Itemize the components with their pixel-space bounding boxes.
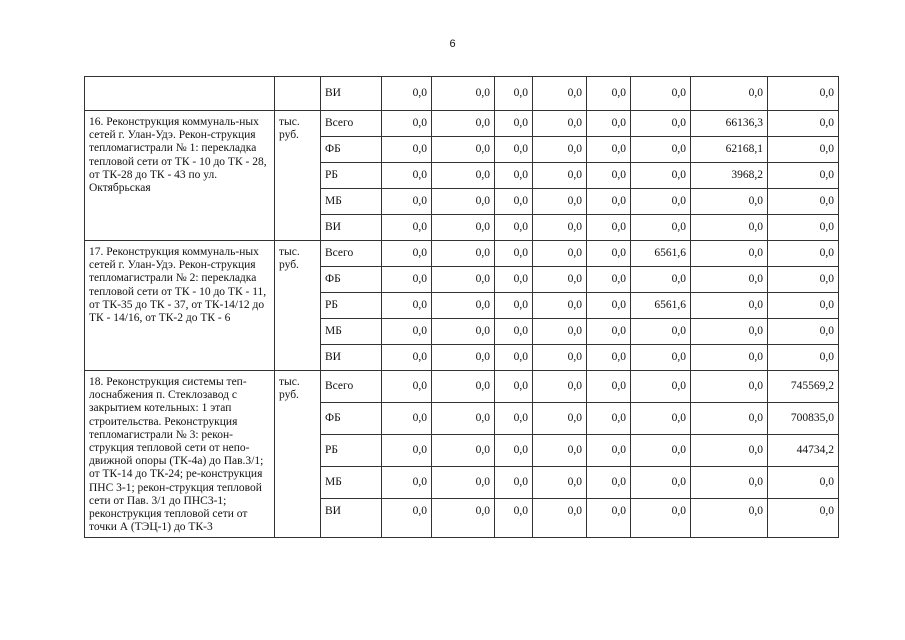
value-cell: 0,0 xyxy=(432,77,495,111)
value-cell: 0,0 xyxy=(533,403,587,435)
value-cell: 0,0 xyxy=(768,293,839,319)
value-cell: 0,0 xyxy=(382,267,432,293)
value-cell: 0,0 xyxy=(587,403,631,435)
value-cell: 0,0 xyxy=(382,77,432,111)
value-cell: 0,0 xyxy=(495,319,533,345)
value-cell: 0,0 xyxy=(432,371,495,403)
value-cell: 0,0 xyxy=(587,163,631,189)
value-cell: 0,0 xyxy=(495,499,533,538)
funding-source-cell: МБ xyxy=(321,467,382,499)
value-cell: 0,0 xyxy=(691,241,768,267)
value-cell: 700835,0 xyxy=(768,403,839,435)
value-cell: 0,0 xyxy=(691,345,768,371)
value-cell: 3968,2 xyxy=(691,163,768,189)
value-cell: 0,0 xyxy=(587,467,631,499)
value-cell: 0,0 xyxy=(533,111,587,137)
page-number: 6 xyxy=(449,38,456,50)
value-cell: 745569,2 xyxy=(768,371,839,403)
value-cell: 0,0 xyxy=(495,467,533,499)
value-cell: 0,0 xyxy=(432,163,495,189)
value-cell: 0,0 xyxy=(432,403,495,435)
value-cell: 0,0 xyxy=(587,267,631,293)
value-cell: 0,0 xyxy=(631,345,691,371)
value-cell: 0,0 xyxy=(691,371,768,403)
value-cell: 0,0 xyxy=(691,467,768,499)
value-cell: 66136,3 xyxy=(691,111,768,137)
funding-source-cell: ВИ xyxy=(321,345,382,371)
value-cell: 0,0 xyxy=(691,189,768,215)
funding-source-cell: ФБ xyxy=(321,403,382,435)
measure-name-cell: 16. Реконструкция коммуналь-ных сетей г. Улан-Удэ. Рекон-струкция тепломагистрали № 1: перекладка тепловой сети от ТК - 10 до ТК - 28, от ТК-28 до ТК - 43 по ул. Октябрьская xyxy=(85,111,275,241)
value-cell: 0,0 xyxy=(432,435,495,467)
value-cell: 0,0 xyxy=(587,215,631,241)
funding-source-cell: РБ xyxy=(321,293,382,319)
value-cell: 0,0 xyxy=(631,267,691,293)
value-cell: 0,0 xyxy=(587,137,631,163)
value-cell: 0,0 xyxy=(432,467,495,499)
value-cell: 0,0 xyxy=(382,163,432,189)
value-cell: 0,0 xyxy=(382,293,432,319)
value-cell: 0,0 xyxy=(631,137,691,163)
value-cell: 0,0 xyxy=(768,345,839,371)
value-cell: 0,0 xyxy=(533,499,587,538)
unit-cell xyxy=(275,77,321,111)
value-cell: 0,0 xyxy=(587,111,631,137)
value-cell: 0,0 xyxy=(533,267,587,293)
value-cell: 0,0 xyxy=(533,163,587,189)
value-cell: 0,0 xyxy=(495,345,533,371)
value-cell: 0,0 xyxy=(382,189,432,215)
unit-cell: тыс. руб. xyxy=(275,111,321,241)
value-cell: 0,0 xyxy=(432,111,495,137)
value-cell: 0,0 xyxy=(631,77,691,111)
value-cell: 0,0 xyxy=(691,403,768,435)
value-cell: 0,0 xyxy=(432,293,495,319)
value-cell: 0,0 xyxy=(587,189,631,215)
value-cell: 0,0 xyxy=(495,215,533,241)
value-cell: 0,0 xyxy=(587,371,631,403)
value-cell: 0,0 xyxy=(587,499,631,538)
value-cell: 0,0 xyxy=(533,215,587,241)
value-cell: 0,0 xyxy=(768,137,839,163)
value-cell: 62168,1 xyxy=(691,137,768,163)
funding-source-cell: РБ xyxy=(321,435,382,467)
value-cell: 0,0 xyxy=(533,189,587,215)
value-cell: 0,0 xyxy=(432,189,495,215)
value-cell: 0,0 xyxy=(495,241,533,267)
value-cell: 0,0 xyxy=(432,241,495,267)
value-cell: 0,0 xyxy=(768,467,839,499)
funding-source-cell: Всего xyxy=(321,111,382,137)
value-cell: 0,0 xyxy=(691,499,768,538)
value-cell: 0,0 xyxy=(382,499,432,538)
value-cell: 0,0 xyxy=(631,435,691,467)
value-cell: 0,0 xyxy=(495,189,533,215)
value-cell: 0,0 xyxy=(382,345,432,371)
value-cell: 0,0 xyxy=(768,189,839,215)
value-cell: 0,0 xyxy=(768,77,839,111)
value-cell: 0,0 xyxy=(691,435,768,467)
value-cell: 0,0 xyxy=(691,293,768,319)
value-cell: 0,0 xyxy=(495,77,533,111)
value-cell: 0,0 xyxy=(382,435,432,467)
value-cell: 0,0 xyxy=(533,319,587,345)
value-cell: 0,0 xyxy=(768,215,839,241)
value-cell: 0,0 xyxy=(432,215,495,241)
value-cell: 6561,6 xyxy=(631,293,691,319)
table-row xyxy=(85,371,839,403)
value-cell: 0,0 xyxy=(382,403,432,435)
funding-source-cell: ВИ xyxy=(321,215,382,241)
value-cell: 0,0 xyxy=(533,345,587,371)
value-cell: 0,0 xyxy=(691,77,768,111)
value-cell: 0,0 xyxy=(768,163,839,189)
value-cell: 0,0 xyxy=(631,499,691,538)
measure-name-cell xyxy=(85,77,275,111)
funding-source-cell: ВИ xyxy=(321,499,382,538)
value-cell: 44734,2 xyxy=(768,435,839,467)
value-cell: 0,0 xyxy=(533,435,587,467)
value-cell: 0,0 xyxy=(382,371,432,403)
funding-source-cell: ФБ xyxy=(321,137,382,163)
value-cell: 0,0 xyxy=(631,111,691,137)
value-cell: 0,0 xyxy=(382,241,432,267)
value-cell: 0,0 xyxy=(631,215,691,241)
value-cell: 0,0 xyxy=(432,137,495,163)
value-cell: 0,0 xyxy=(495,111,533,137)
funding-source-cell: Всего xyxy=(321,371,382,403)
value-cell: 0,0 xyxy=(631,403,691,435)
value-cell: 0,0 xyxy=(382,467,432,499)
value-cell: 0,0 xyxy=(533,371,587,403)
value-cell: 0,0 xyxy=(587,345,631,371)
measure-name-cell: 17. Реконструкция коммуналь-ных сетей г. Улан-Удэ. Рекон-струкция тепломагистрали № 2: перекладка тепловой сети от ТК - 10 до ТК - 11, от ТК-35 до ТК - 37, от ТК-14/12 до ТК - 14/16, от ТК-2 до ТК - 6 xyxy=(85,241,275,371)
value-cell: 0,0 xyxy=(382,215,432,241)
value-cell: 0,0 xyxy=(533,467,587,499)
funding-source-cell: РБ xyxy=(321,163,382,189)
value-cell: 6561,6 xyxy=(631,241,691,267)
value-cell: 0,0 xyxy=(691,215,768,241)
value-cell: 0,0 xyxy=(587,77,631,111)
value-cell: 0,0 xyxy=(533,77,587,111)
value-cell: 0,0 xyxy=(495,267,533,293)
value-cell: 0,0 xyxy=(691,267,768,293)
funding-source-cell: ВИ xyxy=(321,77,382,111)
value-cell: 0,0 xyxy=(382,111,432,137)
value-cell: 0,0 xyxy=(587,319,631,345)
value-cell: 0,0 xyxy=(587,241,631,267)
table-row xyxy=(85,241,839,267)
value-cell: 0,0 xyxy=(768,111,839,137)
table-row xyxy=(85,77,839,111)
value-cell: 0,0 xyxy=(768,267,839,293)
value-cell: 0,0 xyxy=(495,403,533,435)
value-cell: 0,0 xyxy=(382,137,432,163)
value-cell: 0,0 xyxy=(432,499,495,538)
value-cell: 0,0 xyxy=(432,267,495,293)
value-cell: 0,0 xyxy=(631,319,691,345)
value-cell: 0,0 xyxy=(495,137,533,163)
unit-cell: тыс. руб. xyxy=(275,241,321,371)
value-cell: 0,0 xyxy=(382,319,432,345)
value-cell: 0,0 xyxy=(432,319,495,345)
value-cell: 0,0 xyxy=(495,371,533,403)
value-cell: 0,0 xyxy=(495,435,533,467)
value-cell: 0,0 xyxy=(432,345,495,371)
value-cell: 0,0 xyxy=(495,293,533,319)
value-cell: 0,0 xyxy=(631,467,691,499)
value-cell: 0,0 xyxy=(691,319,768,345)
measure-name-cell: 18. Реконструкция системы теп-лоснабжения п. Стеклозавод с закрытием котельных: 1 этап строительства. Реконструкция тепломагистрали № 3: рекон-струкция тепловой сети от непо-движной опоры (ТК-4а) до Пав.3/1; от ТК-14 до ТК-24; ре-конструкция ПНС 3-1; рекон-струкция тепловой сети от Пав. 3/1 до ПНС3-1; реконструкция тепловой сети от точки А (ТЭЦ-1) до ТК-3 xyxy=(85,371,275,538)
value-cell: 0,0 xyxy=(587,435,631,467)
funding-source-cell: МБ xyxy=(321,189,382,215)
funding-source-cell: Всего xyxy=(321,241,382,267)
budget-table xyxy=(84,76,839,538)
funding-source-cell: МБ xyxy=(321,319,382,345)
value-cell: 0,0 xyxy=(533,293,587,319)
value-cell: 0,0 xyxy=(768,319,839,345)
value-cell: 0,0 xyxy=(587,293,631,319)
value-cell: 0,0 xyxy=(495,163,533,189)
value-cell: 0,0 xyxy=(768,499,839,538)
unit-cell: тыс. руб. xyxy=(275,371,321,538)
value-cell: 0,0 xyxy=(768,241,839,267)
value-cell: 0,0 xyxy=(533,137,587,163)
funding-source-cell: ФБ xyxy=(321,267,382,293)
value-cell: 0,0 xyxy=(631,163,691,189)
value-cell: 0,0 xyxy=(533,241,587,267)
value-cell: 0,0 xyxy=(631,189,691,215)
value-cell: 0,0 xyxy=(631,371,691,403)
table-row xyxy=(85,111,839,137)
